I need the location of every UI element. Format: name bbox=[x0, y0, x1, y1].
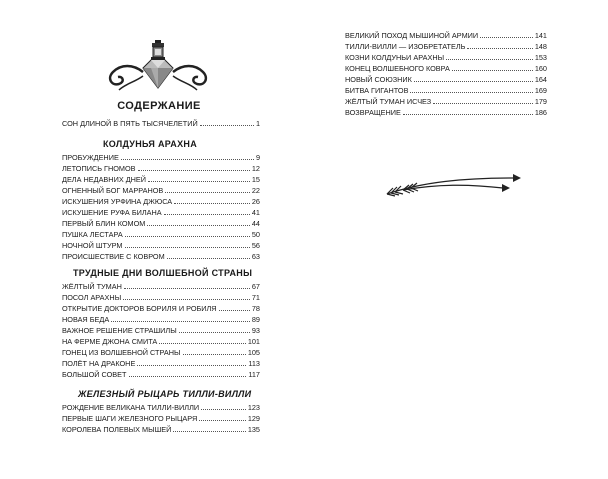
part-title: КОЛДУНЬЯ АРАХНА bbox=[103, 139, 198, 149]
toc-entry-title: ПЕРВЫЙ БЛИН КОМОМ bbox=[62, 219, 146, 228]
toc-entry bbox=[62, 163, 260, 174]
toc-entry-title: ПРОБУЖДЕНИЕ bbox=[62, 153, 119, 162]
toc-entry-title: ВАЖНОЕ РЕШЕНИЕ СТРАШИЛЫ bbox=[62, 326, 177, 335]
toc-leader bbox=[200, 125, 254, 126]
toc-leader bbox=[183, 354, 246, 355]
toc-entry-page: 135 bbox=[247, 425, 260, 434]
toc-entry-page: 123 bbox=[247, 403, 260, 412]
toc-entry-page: 186 bbox=[534, 108, 547, 117]
toc-entry-page: 67 bbox=[251, 282, 260, 291]
toc-leader bbox=[123, 299, 250, 300]
toc-entry bbox=[62, 369, 260, 380]
toc-entry bbox=[62, 240, 260, 251]
toc-entry-title: ВЕЛИКИЙ ПОХОД МЫШИНОЙ АРМИИ bbox=[345, 31, 479, 40]
toc-entry-title: ПУШКА ЛЕСТАРА bbox=[62, 230, 123, 239]
toc-entry bbox=[62, 152, 260, 163]
toc-list-right bbox=[345, 30, 547, 118]
page-title: СОДЕРЖАНИЕ bbox=[117, 100, 201, 112]
toc-entry-page: 63 bbox=[251, 252, 260, 261]
toc-entry bbox=[62, 314, 260, 325]
toc-leader bbox=[125, 236, 250, 237]
toc-entry-title: РОЖДЕНИЕ ВЕЛИКАНА ТИЛЛИ-ВИЛЛИ bbox=[62, 403, 200, 412]
toc-entry bbox=[62, 174, 260, 185]
toc-entry-page: 141 bbox=[534, 31, 547, 40]
toc-entry bbox=[345, 52, 547, 63]
toc-entry-page: 78 bbox=[251, 304, 260, 313]
toc-entry-title: НОЧНОЙ ШТУРМ bbox=[62, 241, 123, 250]
toc-entry bbox=[62, 347, 260, 358]
toc-entry-title: ПОСОЛ АРАХНЫ bbox=[62, 293, 122, 302]
toc-entry-page: 44 bbox=[251, 219, 260, 228]
toc-entry-title: НОВАЯ БЕДА bbox=[62, 315, 110, 324]
toc-entry-page: 105 bbox=[247, 348, 260, 357]
toc-entry-page: 12 bbox=[251, 164, 260, 173]
toc-entry bbox=[62, 358, 260, 369]
toc-entry bbox=[345, 85, 547, 96]
toc-entry bbox=[62, 413, 260, 424]
toc-intro bbox=[62, 118, 260, 129]
toc-leader bbox=[148, 181, 250, 182]
toc-entry-title: ИСКУШЕНИЕ РУФА БИЛАНА bbox=[62, 208, 162, 217]
toc-leader bbox=[410, 92, 532, 93]
toc-entry-page: 129 bbox=[247, 414, 260, 423]
toc-entry-title: ЖЁЛТЫЙ ТУМАН bbox=[62, 282, 122, 291]
toc-entry-page: 50 bbox=[251, 230, 260, 239]
toc-entry-title: КОНЕЦ ВОЛШЕБНОГО КОВРА bbox=[345, 64, 450, 73]
toc-entry bbox=[62, 118, 260, 129]
toc-entry-page: 113 bbox=[248, 359, 260, 368]
toc-entry-title: ИСКУШЕНИЯ УРФИНА ДЖЮСА bbox=[62, 197, 173, 206]
toc-leader bbox=[179, 332, 250, 333]
toc-entry-page: 1 bbox=[255, 119, 260, 128]
toc-entry-page: 160 bbox=[534, 64, 547, 73]
toc-entry-title: ПОЛЁТ НА ДРАКОНЕ bbox=[62, 359, 136, 368]
toc-entry-page: 117 bbox=[248, 370, 260, 379]
toc-entry bbox=[62, 185, 260, 196]
toc-entry-title: СОН ДЛИНОЙ В ПЯТЬ ТЫСЯЧЕЛЕТИЙ bbox=[62, 119, 198, 128]
toc-entry-page: 9 bbox=[255, 153, 260, 162]
toc-entry-title: ЖЁЛТЫЙ ТУМАН ИСЧЕЗ bbox=[345, 97, 432, 106]
toc-leader bbox=[173, 431, 245, 432]
toc-entry-title: ОГНЕННЫЙ БОГ МАРРАНОВ bbox=[62, 186, 164, 195]
toc-leader bbox=[137, 365, 246, 366]
toc-entry bbox=[62, 424, 260, 435]
toc-entry bbox=[62, 196, 260, 207]
toc-leader bbox=[111, 321, 250, 322]
toc-leader bbox=[403, 114, 533, 115]
toc-entry-title: БОЛЬШОЙ СОВЕТ bbox=[62, 370, 127, 379]
toc-entry-title: ОТКРЫТИЕ ДОКТОРОВ БОРИЛЯ И РОБИЛЯ bbox=[62, 304, 217, 313]
toc-leader bbox=[174, 203, 250, 204]
toc-entry-page: 179 bbox=[534, 97, 547, 106]
toc-entry-page: 101 bbox=[247, 337, 260, 346]
toc-entry bbox=[345, 96, 547, 107]
toc-leader bbox=[446, 59, 533, 60]
toc-entry-title: ЛЕТОПИСЬ ГНОМОВ bbox=[62, 164, 136, 173]
toc-entry-title: ПРОИСШЕСТВИЕ С КОВРОМ bbox=[62, 252, 165, 261]
crowned-gem-ornament-icon bbox=[103, 38, 213, 96]
toc-leader bbox=[433, 103, 533, 104]
toc-entry-page: 93 bbox=[251, 326, 260, 335]
toc-entry-title: ГОНЕЦ ИЗ ВОЛШЕБНОЙ СТРАНЫ bbox=[62, 348, 181, 357]
toc-entry-page: 153 bbox=[534, 53, 547, 62]
toc-leader bbox=[452, 70, 533, 71]
toc-leader bbox=[147, 225, 250, 226]
toc-entry bbox=[345, 63, 547, 74]
toc-entry bbox=[62, 402, 260, 413]
toc-entry bbox=[62, 336, 260, 347]
part-title: ТРУДНЫЕ ДНИ ВОЛШЕБНОЙ СТРАНЫ bbox=[73, 268, 253, 278]
toc-entry-page: 89 bbox=[251, 315, 260, 324]
toc-list-part1 bbox=[62, 152, 260, 262]
toc-entry bbox=[345, 74, 547, 85]
toc-entry bbox=[62, 292, 260, 303]
toc-entry-title: ТИЛЛИ-ВИЛЛИ — ИЗОБРЕТАТЕЛЬ bbox=[345, 42, 466, 51]
toc-entry-title: НОВЫЙ СОЮЗНИК bbox=[345, 75, 412, 84]
toc-leader bbox=[201, 409, 246, 410]
toc-leader bbox=[199, 420, 246, 421]
toc-entry bbox=[345, 30, 547, 41]
toc-entry-title: НА ФЕРМЕ ДЖОНА СМИТА bbox=[62, 337, 158, 346]
toc-leader bbox=[125, 247, 250, 248]
toc-entry-title: БИТВА ГИГАНТОВ bbox=[345, 86, 409, 95]
toc-entry bbox=[62, 281, 260, 292]
toc-entry-page: 41 bbox=[251, 208, 260, 217]
toc-entry bbox=[62, 229, 260, 240]
toc-entry bbox=[345, 41, 547, 52]
toc-list-part3 bbox=[62, 402, 260, 435]
toc-leader bbox=[480, 37, 533, 38]
toc-entry bbox=[345, 107, 547, 118]
toc-entry-title: КОРОЛЕВА ПОЛЕВЫХ МЫШЕЙ bbox=[62, 425, 172, 434]
part-title: ЖЕЛЕЗНЫЙ РЫЦАРЬ ТИЛЛИ-ВИЛЛИ bbox=[78, 389, 252, 399]
toc-entry-page: 15 bbox=[251, 175, 260, 184]
toc-entry-page: 71 bbox=[251, 293, 260, 302]
toc-entry-page: 22 bbox=[251, 186, 260, 195]
flying-arrows-icon bbox=[383, 170, 523, 200]
toc-leader bbox=[164, 214, 250, 215]
toc-leader bbox=[138, 170, 250, 171]
toc-leader bbox=[159, 343, 246, 344]
toc-leader bbox=[165, 192, 250, 193]
toc-leader bbox=[167, 258, 250, 259]
toc-leader bbox=[414, 81, 533, 82]
toc-entry-title: ПЕРВЫЕ ШАГИ ЖЕЛЕЗНОГО РЫЦАРЯ bbox=[62, 414, 198, 423]
toc-leader bbox=[129, 376, 247, 377]
toc-entry-title: ДЕЛА НЕДАВНИХ ДНЕЙ bbox=[62, 175, 147, 184]
toc-entry bbox=[62, 218, 260, 229]
toc-entry-page: 169 bbox=[534, 86, 547, 95]
toc-leader bbox=[219, 310, 250, 311]
toc-leader bbox=[121, 159, 254, 160]
toc-entry-title: ВОЗВРАЩЕНИЕ bbox=[345, 108, 401, 117]
toc-entry-page: 56 bbox=[251, 241, 260, 250]
toc-list-part2 bbox=[62, 281, 260, 380]
toc-entry-page: 148 bbox=[534, 42, 547, 51]
toc-entry bbox=[62, 207, 260, 218]
toc-entry-page: 164 bbox=[534, 75, 547, 84]
toc-entry bbox=[62, 251, 260, 262]
toc-leader bbox=[467, 48, 532, 49]
toc-entry-page: 26 bbox=[251, 197, 260, 206]
toc-entry bbox=[62, 325, 260, 336]
toc-entry-title: КОЗНИ КОЛДУНЬИ АРАХНЫ bbox=[345, 53, 445, 62]
toc-leader bbox=[124, 288, 250, 289]
toc-entry bbox=[62, 303, 260, 314]
